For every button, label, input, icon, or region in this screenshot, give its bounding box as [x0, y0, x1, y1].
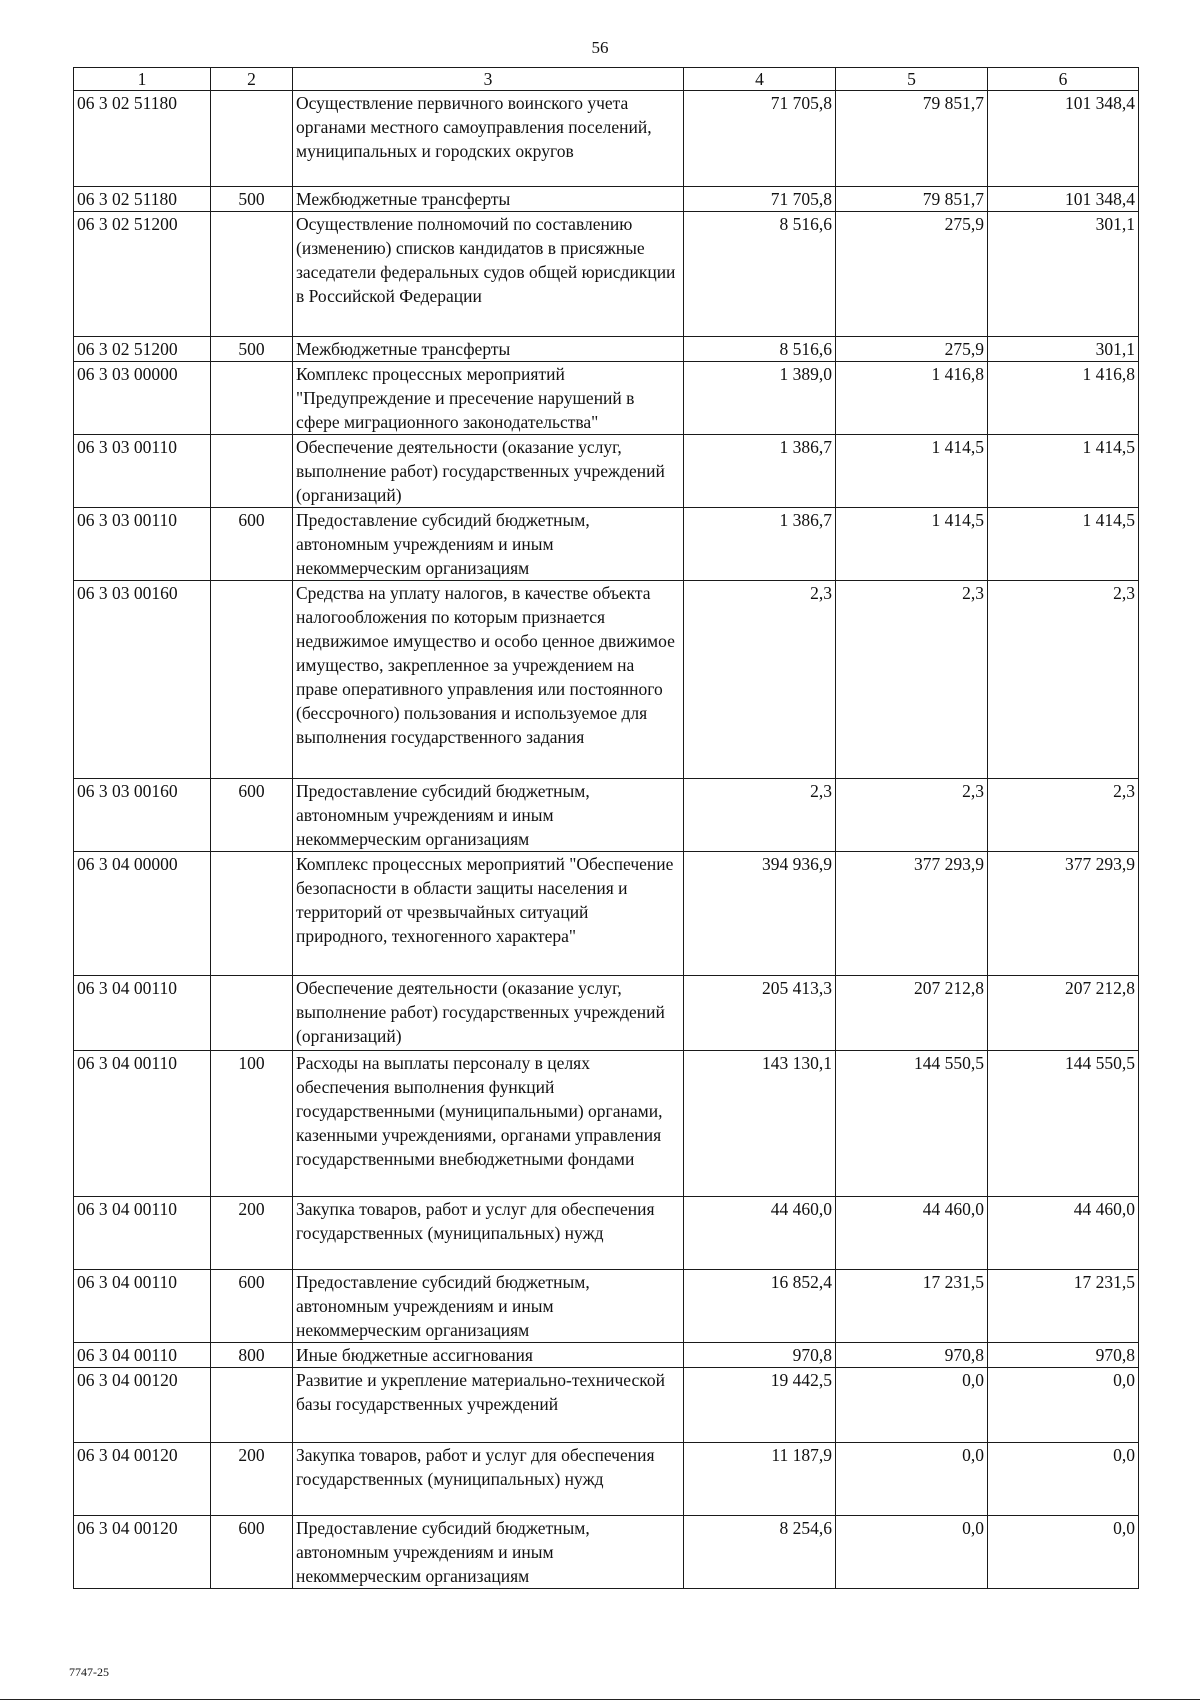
budget-code-cell: 06 3 04 00110: [74, 976, 211, 1051]
table-row: [74, 337, 1139, 362]
amount-col5-cell: 377 293,9: [836, 852, 988, 976]
budget-code-cell: 06 3 04 00110: [74, 1270, 211, 1343]
table-row: [74, 852, 1139, 976]
budget-code-cell: 06 3 04 00110: [74, 1197, 211, 1270]
item-name-cell: Обеспечение деятельности (оказание услуг, выполнение работ) государственных учреждений (организаций): [293, 435, 684, 508]
col-header-4: 4: [684, 68, 836, 91]
item-name-cell: Обеспечение деятельности (оказание услуг, выполнение работ) государственных учреждений (организаций): [293, 976, 684, 1051]
expense-type-cell: 600: [211, 1516, 293, 1589]
amount-col5-cell: 1 414,5: [836, 435, 988, 508]
amount-col6-cell: 0,0: [988, 1368, 1139, 1443]
amount-col5-cell: 1 414,5: [836, 508, 988, 581]
amount-col5-cell: 0,0: [836, 1516, 988, 1589]
expense-type-cell: 600: [211, 1270, 293, 1343]
amount-col4-cell: 8 254,6: [684, 1516, 836, 1589]
amount-col4-cell: 143 130,1: [684, 1051, 836, 1197]
item-name-cell: Комплекс процессных мероприятий "Обеспечение безопасности в области защиты населения и территорий от чрезвычайных ситуаций природного, техногенного характера": [293, 852, 684, 976]
expense-type-cell: [211, 976, 293, 1051]
expense-type-cell: 600: [211, 779, 293, 852]
amount-col5-cell: 144 550,5: [836, 1051, 988, 1197]
table-row: [74, 508, 1139, 581]
item-name-cell: Предоставление субсидий бюджетным, автономным учреждениям и иным некоммерческим организациям: [293, 1516, 684, 1589]
table-row: [74, 212, 1139, 337]
amount-col4-cell: 44 460,0: [684, 1197, 836, 1270]
table-row: [74, 1051, 1139, 1197]
amount-col6-cell: 301,1: [988, 337, 1139, 362]
expense-type-cell: 500: [211, 337, 293, 362]
amount-col5-cell: 207 212,8: [836, 976, 988, 1051]
budget-code-cell: 06 3 03 00160: [74, 581, 211, 779]
amount-col6-cell: 970,8: [988, 1343, 1139, 1368]
col-header-6: 6: [988, 68, 1139, 91]
amount-col4-cell: 71 705,8: [684, 187, 836, 212]
table-row: [74, 976, 1139, 1051]
amount-col4-cell: 2,3: [684, 581, 836, 779]
amount-col4-cell: 205 413,3: [684, 976, 836, 1051]
table-row: [74, 362, 1139, 435]
amount-col4-cell: 8 516,6: [684, 337, 836, 362]
budget-code-cell: 06 3 04 00120: [74, 1368, 211, 1443]
amount-col4-cell: 394 936,9: [684, 852, 836, 976]
item-name-cell: Закупка товаров, работ и услуг для обеспечения государственных (муниципальных) нужд: [293, 1443, 684, 1516]
expense-type-cell: 800: [211, 1343, 293, 1368]
budget-code-cell: 06 3 03 00000: [74, 362, 211, 435]
item-name-cell: Осуществление полномочий по составлению (изменению) списков кандидатов в присяжные заседатели федеральных судов общей юрисдикции в Российской Федерации: [293, 212, 684, 337]
budget-code-cell: 06 3 03 00110: [74, 508, 211, 581]
amount-col5-cell: 17 231,5: [836, 1270, 988, 1343]
budget-code-cell: 06 3 03 00110: [74, 435, 211, 508]
amount-col6-cell: 1 414,5: [988, 435, 1139, 508]
expense-type-cell: [211, 581, 293, 779]
budget-code-cell: 06 3 02 51200: [74, 212, 211, 337]
table-row: [74, 91, 1139, 187]
expense-type-cell: [211, 1368, 293, 1443]
amount-col6-cell: 2,3: [988, 779, 1139, 852]
table-row: [74, 1197, 1139, 1270]
item-name-cell: Развитие и укрепление материально-технической базы государственных учреждений: [293, 1368, 684, 1443]
amount-col5-cell: 79 851,7: [836, 187, 988, 212]
expense-type-cell: 100: [211, 1051, 293, 1197]
item-name-cell: Межбюджетные трансферты: [293, 337, 684, 362]
expense-type-cell: 200: [211, 1443, 293, 1516]
table-row: [74, 1270, 1139, 1343]
budget-code-cell: 06 3 04 00120: [74, 1516, 211, 1589]
table-row: [74, 581, 1139, 779]
table-row: [74, 187, 1139, 212]
col-header-3: 3: [293, 68, 684, 91]
expense-type-cell: 600: [211, 508, 293, 581]
col-header-1: 1: [74, 68, 211, 91]
expense-type-cell: [211, 362, 293, 435]
table-row: [74, 435, 1139, 508]
amount-col4-cell: 16 852,4: [684, 1270, 836, 1343]
col-header-2: 2: [211, 68, 293, 91]
item-name-cell: Предоставление субсидий бюджетным, автономным учреждениям и иным некоммерческим организациям: [293, 1270, 684, 1343]
amount-col5-cell: 0,0: [836, 1368, 988, 1443]
amount-col5-cell: 970,8: [836, 1343, 988, 1368]
budget-code-cell: 06 3 02 51180: [74, 187, 211, 212]
expense-type-cell: [211, 435, 293, 508]
amount-col4-cell: 1 386,7: [684, 508, 836, 581]
expense-type-cell: [211, 212, 293, 337]
expense-type-cell: [211, 852, 293, 976]
item-name-cell: Средства на уплату налогов, в качестве объекта налогообложения по которым признается недвижимое имущество и особо ценное движимое имущество, закрепленное за учреждением на праве оперативного управления или постоянного (бессрочного) пользования и используемое для выполнения государственного задания: [293, 581, 684, 779]
amount-col6-cell: 0,0: [988, 1443, 1139, 1516]
table-row: [74, 1368, 1139, 1443]
amount-col4-cell: 19 442,5: [684, 1368, 836, 1443]
table-row: [74, 1516, 1139, 1589]
amount-col6-cell: 207 212,8: [988, 976, 1139, 1051]
amount-col6-cell: 1 414,5: [988, 508, 1139, 581]
amount-col5-cell: 1 416,8: [836, 362, 988, 435]
amount-col4-cell: 8 516,6: [684, 212, 836, 337]
item-name-cell: Предоставление субсидий бюджетным, автономным учреждениям и иным некоммерческим организациям: [293, 508, 684, 581]
amount-col6-cell: 1 416,8: [988, 362, 1139, 435]
amount-col5-cell: 275,9: [836, 337, 988, 362]
amount-col5-cell: 2,3: [836, 779, 988, 852]
page-number: 56: [591, 38, 609, 57]
amount-col6-cell: 101 348,4: [988, 187, 1139, 212]
budget-code-cell: 06 3 03 00160: [74, 779, 211, 852]
table-row: [74, 1343, 1139, 1368]
budget-code-cell: 06 3 04 00000: [74, 852, 211, 976]
table-row: [74, 779, 1139, 852]
document-code: 7747-25: [69, 1665, 109, 1679]
amount-col4-cell: 2,3: [684, 779, 836, 852]
amount-col6-cell: 101 348,4: [988, 91, 1139, 187]
amount-col5-cell: 2,3: [836, 581, 988, 779]
amount-col6-cell: 2,3: [988, 581, 1139, 779]
amount-col4-cell: 1 386,7: [684, 435, 836, 508]
budget-table: [73, 67, 1139, 1589]
amount-col6-cell: 301,1: [988, 212, 1139, 337]
amount-col5-cell: 0,0: [836, 1443, 988, 1516]
expense-type-cell: 500: [211, 187, 293, 212]
header-row: [74, 68, 1139, 91]
item-name-cell: Закупка товаров, работ и услуг для обеспечения государственных (муниципальных) нужд: [293, 1197, 684, 1270]
item-name-cell: Иные бюджетные ассигнования: [293, 1343, 684, 1368]
amount-col6-cell: 0,0: [988, 1516, 1139, 1589]
amount-col5-cell: 44 460,0: [836, 1197, 988, 1270]
budget-code-cell: 06 3 04 00120: [74, 1443, 211, 1516]
budget-code-cell: 06 3 04 00110: [74, 1051, 211, 1197]
amount-col5-cell: 275,9: [836, 212, 988, 337]
amount-col6-cell: 377 293,9: [988, 852, 1139, 976]
budget-code-cell: 06 3 02 51180: [74, 91, 211, 187]
budget-code-cell: 06 3 04 00110: [74, 1343, 211, 1368]
col-header-5: 5: [836, 68, 988, 91]
item-name-cell: Комплекс процессных мероприятий "Предупреждение и пресечение нарушений в сфере миграционного законодательства": [293, 362, 684, 435]
amount-col4-cell: 970,8: [684, 1343, 836, 1368]
amount-col4-cell: 71 705,8: [684, 91, 836, 187]
amount-col6-cell: 17 231,5: [988, 1270, 1139, 1343]
budget-code-cell: 06 3 02 51200: [74, 337, 211, 362]
amount-col6-cell: 44 460,0: [988, 1197, 1139, 1270]
amount-col6-cell: 144 550,5: [988, 1051, 1139, 1197]
item-name-cell: Расходы на выплаты персоналу в целях обеспечения выполнения функций государственными (муниципальными) органами, казенными учреждениями, органами управления государственными внебюджетными фондами: [293, 1051, 684, 1197]
amount-col4-cell: 11 187,9: [684, 1443, 836, 1516]
item-name-cell: Осуществление первичного воинского учета органами местного самоуправления поселений, муниципальных и городских округов: [293, 91, 684, 187]
item-name-cell: Межбюджетные трансферты: [293, 187, 684, 212]
item-name-cell: Предоставление субсидий бюджетным, автономным учреждениям и иным некоммерческим организациям: [293, 779, 684, 852]
amount-col4-cell: 1 389,0: [684, 362, 836, 435]
table-row: [74, 1443, 1139, 1516]
expense-type-cell: 200: [211, 1197, 293, 1270]
amount-col5-cell: 79 851,7: [836, 91, 988, 187]
expense-type-cell: [211, 91, 293, 187]
